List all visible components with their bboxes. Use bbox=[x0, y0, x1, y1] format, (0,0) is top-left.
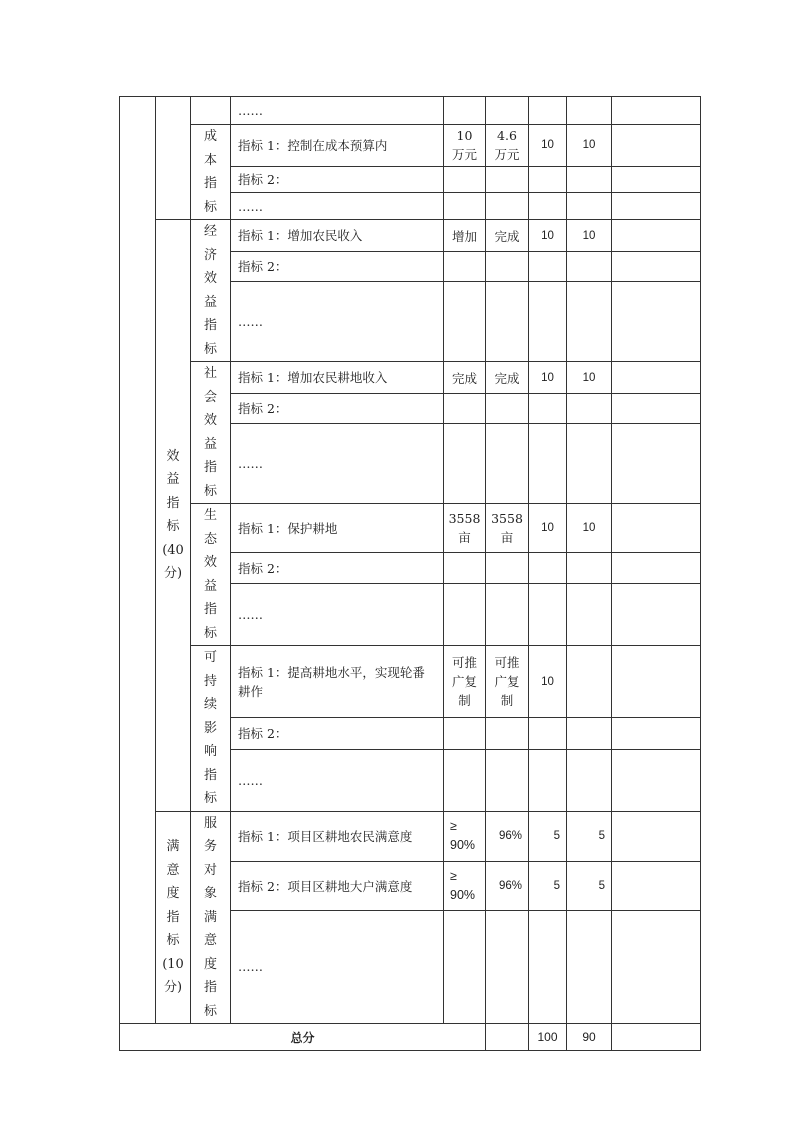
actual-value: 96% bbox=[486, 862, 529, 911]
score-value bbox=[567, 646, 612, 718]
score-value: 5 bbox=[567, 862, 612, 911]
weight-value: 5 bbox=[529, 811, 567, 862]
indicator-cell: 指标 2： bbox=[231, 553, 444, 584]
indicator-cell: …… bbox=[231, 193, 444, 220]
sub-col-empty bbox=[191, 97, 231, 125]
indicator-cell: 指标 1：增加农民耕地收入 bbox=[231, 362, 444, 394]
indicator-cell: …… bbox=[231, 910, 444, 1023]
indicator-cell: …… bbox=[231, 584, 444, 646]
total-row bbox=[120, 1024, 701, 1051]
actual-value: 完成 bbox=[486, 362, 529, 394]
table-row bbox=[120, 504, 701, 553]
actual-value: 完成 bbox=[486, 220, 529, 252]
table-row bbox=[120, 97, 701, 125]
cost-indicator-label: 成 本 指 标 bbox=[191, 125, 231, 220]
total-weight: 100 bbox=[529, 1024, 567, 1051]
actual-value: 可推 广复 制 bbox=[486, 646, 529, 718]
indicator-cell: 指标 1：增加农民收入 bbox=[231, 220, 444, 252]
indicator-cell: …… bbox=[231, 281, 444, 361]
indicator-cell: …… bbox=[231, 423, 444, 503]
actual-value: 96% bbox=[486, 811, 529, 862]
table-row bbox=[120, 646, 701, 718]
indicator-cell: 指标 1：提高耕地水平，实现轮番 耕作 bbox=[231, 646, 444, 718]
score-value: 10 bbox=[567, 504, 612, 553]
score-value: 10 bbox=[567, 362, 612, 394]
satisfaction-indicator-label: 满 意 度 指 标 (10 分) bbox=[156, 811, 191, 1024]
output-col-empty bbox=[156, 97, 191, 220]
target-value: 10 万元 bbox=[444, 125, 486, 167]
weight-value: 10 bbox=[529, 125, 567, 167]
indicator-cell: 指标 2：项目区耕地大户满意度 bbox=[231, 862, 444, 911]
table-row bbox=[120, 362, 701, 394]
score-value: 10 bbox=[567, 125, 612, 167]
indicator-cell: 指标 2： bbox=[231, 394, 444, 424]
performance-indicator-table bbox=[119, 96, 701, 1051]
weight-value: 5 bbox=[529, 862, 567, 911]
indicator-cell: 指标 2： bbox=[231, 166, 444, 193]
indicator-cell: 指标 1：保护耕地 bbox=[231, 504, 444, 553]
indicator-cell: …… bbox=[231, 749, 444, 811]
category-col-empty bbox=[120, 97, 156, 1024]
indicator-cell: 指标 2： bbox=[231, 252, 444, 282]
target-value: ≥ 90% bbox=[444, 862, 486, 911]
indicator-cell: 指标 1：项目区耕地农民满意度 bbox=[231, 811, 444, 862]
benefit-indicator-label: 效 益 指 标 (40 分) bbox=[156, 220, 191, 812]
total-label: 总分 bbox=[120, 1024, 486, 1051]
weight-value: 10 bbox=[529, 504, 567, 553]
target-value: 完成 bbox=[444, 362, 486, 394]
total-score: 90 bbox=[567, 1024, 612, 1051]
target-value: 增加 bbox=[444, 220, 486, 252]
service-target-satisfaction-label: 服 务 对 象 满 意 度 指 标 bbox=[191, 811, 231, 1024]
social-benefit-label: 社 会 效 益 指 标 bbox=[191, 362, 231, 504]
target-value: 可推 广复 制 bbox=[444, 646, 486, 718]
table-row bbox=[120, 125, 701, 167]
table-row bbox=[120, 220, 701, 252]
economic-benefit-label: 经 济 效 益 指 标 bbox=[191, 220, 231, 362]
target-value: 3558 亩 bbox=[444, 504, 486, 553]
actual-value: 3558 亩 bbox=[486, 504, 529, 553]
weight-value: 10 bbox=[529, 646, 567, 718]
target-value: ≥ 90% bbox=[444, 811, 486, 862]
weight-value: 10 bbox=[529, 362, 567, 394]
ecological-benefit-label: 生 态 效 益 指 标 bbox=[191, 504, 231, 646]
indicator-cell: …… bbox=[231, 97, 444, 125]
score-value: 10 bbox=[567, 220, 612, 252]
weight-value: 10 bbox=[529, 220, 567, 252]
indicator-cell: 指标 1：控制在成本预算内 bbox=[231, 125, 444, 167]
sustainable-impact-label: 可 持 续 影 响 指 标 bbox=[191, 646, 231, 812]
table-row bbox=[120, 811, 701, 862]
actual-value: 4.6 万元 bbox=[486, 125, 529, 167]
indicator-cell: 指标 2： bbox=[231, 718, 444, 750]
score-value: 5 bbox=[567, 811, 612, 862]
